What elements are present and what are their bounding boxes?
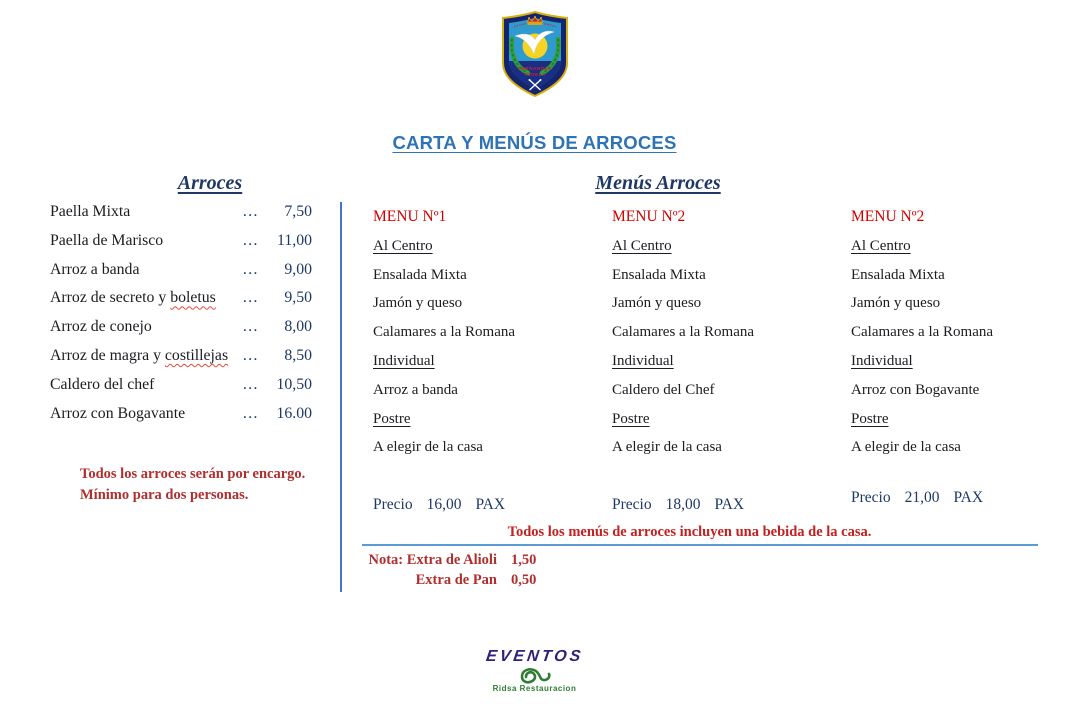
menu-course-label: Al Centro — [373, 237, 433, 254]
item-name: Arroz de conejo — [50, 318, 152, 336]
footer-logo — [0, 648, 1069, 693]
menu-dish: Arroz con Bogavante — [851, 381, 980, 398]
list-item — [50, 376, 312, 405]
item-name: Arroz a banda — [50, 260, 140, 278]
menu-dish: Jamón y queso — [612, 295, 702, 312]
menu-dish: Jamón y queso — [373, 295, 463, 312]
item-name-spellcheck: boletus — [170, 289, 216, 307]
item-name: Arroz de magra y — [50, 346, 165, 364]
item-name: Arroz de secreto y — [50, 289, 171, 307]
list-item — [50, 318, 312, 347]
list-item — [50, 203, 312, 232]
menu-title: MENU Nº2 — [612, 208, 686, 225]
extra-name: Extra de Alioli — [406, 552, 497, 568]
arroces-order-note-line2: Mínimo para dos personas. — [80, 487, 249, 503]
price-unit: PAX — [475, 495, 506, 513]
menu-title: MENU Nº1 — [373, 208, 447, 225]
menu-title: MENU Nº2 — [851, 208, 925, 225]
list-item — [50, 261, 312, 290]
arroces-price-list — [50, 203, 312, 433]
menu-course-label: Postre — [851, 410, 889, 427]
price-label: Precio — [851, 488, 891, 506]
item-name: Paella Mixta — [50, 203, 131, 220]
horizontal-divider — [362, 544, 1038, 546]
menu-course-label: Individual — [612, 352, 674, 369]
price-label: Precio — [373, 495, 413, 513]
menu-dish: A elegir de la casa — [373, 439, 483, 456]
list-item — [50, 289, 312, 318]
arroces-order-note-line1: Todos los arroces serán por encargo. — [80, 466, 306, 482]
dot-leader: … — [242, 404, 259, 422]
item-price: 9,00 — [284, 260, 312, 278]
menu-course-label: Postre — [612, 410, 650, 427]
menus-drink-note: Todos los menús de arroces incluyen una bebida de la casa. — [507, 524, 872, 540]
item-price: 7,50 — [284, 203, 312, 220]
list-item — [50, 405, 312, 434]
menu-dish: Calamares a la Romana — [612, 324, 755, 341]
extra-price: 0,50 — [511, 571, 537, 588]
menu-column-3 — [851, 203, 1069, 520]
menu-dish: Ensalada Mixta — [851, 266, 945, 283]
menu-dish: A elegir de la casa — [851, 439, 961, 456]
extras-note — [362, 551, 547, 590]
item-price: 10,50 — [276, 375, 312, 393]
price-amount: 18,00 — [665, 495, 701, 513]
item-name: Paella de Marisco — [50, 231, 164, 249]
menu-course-label: Individual — [851, 352, 913, 369]
menu-dish: Caldero del Chef — [612, 381, 715, 398]
menu-column-1 — [373, 203, 611, 520]
menu-course-label: Postre — [373, 410, 411, 427]
page-title-text: CARTA Y MENÚS DE ARROCES — [392, 132, 677, 153]
item-price: 8,50 — [284, 346, 312, 364]
dot-leader: … — [242, 346, 259, 364]
menu-dish: A elegir de la casa — [612, 439, 722, 456]
menus-heading: Menús Arroces — [595, 172, 721, 194]
menu-dish: Ensalada Mixta — [612, 266, 706, 283]
extra-name: Extra de Pan — [415, 571, 497, 588]
menu-price-row — [851, 484, 1069, 513]
price-amount: 21,00 — [904, 488, 940, 506]
menu-course-label: Individual — [373, 352, 435, 369]
dot-leader: … — [242, 231, 259, 249]
menu-dish: Jamón y queso — [851, 295, 941, 312]
footer-caption: Ridsa Restauracion — [492, 684, 577, 693]
menu-price-row — [373, 491, 611, 520]
arroces-heading: Arroces — [177, 172, 243, 194]
menu-dish: Calamares a la Romana — [373, 324, 516, 341]
dot-leader: … — [242, 260, 259, 278]
crest-band-line1: FERNANDEZ — [518, 66, 552, 71]
list-item — [50, 347, 312, 376]
menu-dish: Arroz a banda — [373, 381, 458, 398]
price-label: Precio — [612, 495, 652, 513]
item-price: 11,00 — [277, 231, 312, 249]
eventos-logo-text: EVENTOS — [484, 648, 585, 665]
menu-course-label: Al Centro — [851, 237, 911, 254]
menu-course-label: Al Centro — [612, 237, 672, 254]
price-unit: PAX — [953, 488, 984, 506]
page-title — [0, 132, 1069, 154]
item-price: 16.00 — [276, 404, 312, 422]
leaf-swirl-icon — [515, 664, 555, 686]
price-unit: PAX — [714, 495, 745, 513]
item-name-spellcheck: costillejas — [164, 346, 229, 364]
restaurant-crest-icon — [498, 10, 572, 98]
item-price: 8,00 — [284, 318, 312, 336]
dot-leader: … — [242, 289, 259, 307]
dot-leader: … — [242, 318, 259, 336]
price-amount: 16,00 — [426, 495, 462, 513]
menu-price-row — [612, 491, 850, 520]
item-name: Arroz con Bogavante — [50, 404, 186, 422]
extra-price: 1,50 — [511, 552, 537, 568]
extras-row — [362, 571, 547, 591]
menu-dish: Calamares a la Romana — [851, 324, 994, 341]
item-name: Caldero del chef — [50, 375, 155, 393]
menu-column-2 — [612, 203, 850, 520]
item-price: 9,50 — [284, 289, 312, 307]
dot-leader: … — [242, 203, 259, 220]
crest-band-line2: TUDELA — [523, 72, 547, 77]
dot-leader: … — [242, 375, 259, 393]
extras-row — [362, 551, 547, 571]
list-item — [50, 232, 312, 261]
menu-dish: Ensalada Mixta — [373, 266, 467, 283]
arroces-order-note — [80, 464, 305, 506]
nota-label: Nota: — [368, 552, 404, 568]
